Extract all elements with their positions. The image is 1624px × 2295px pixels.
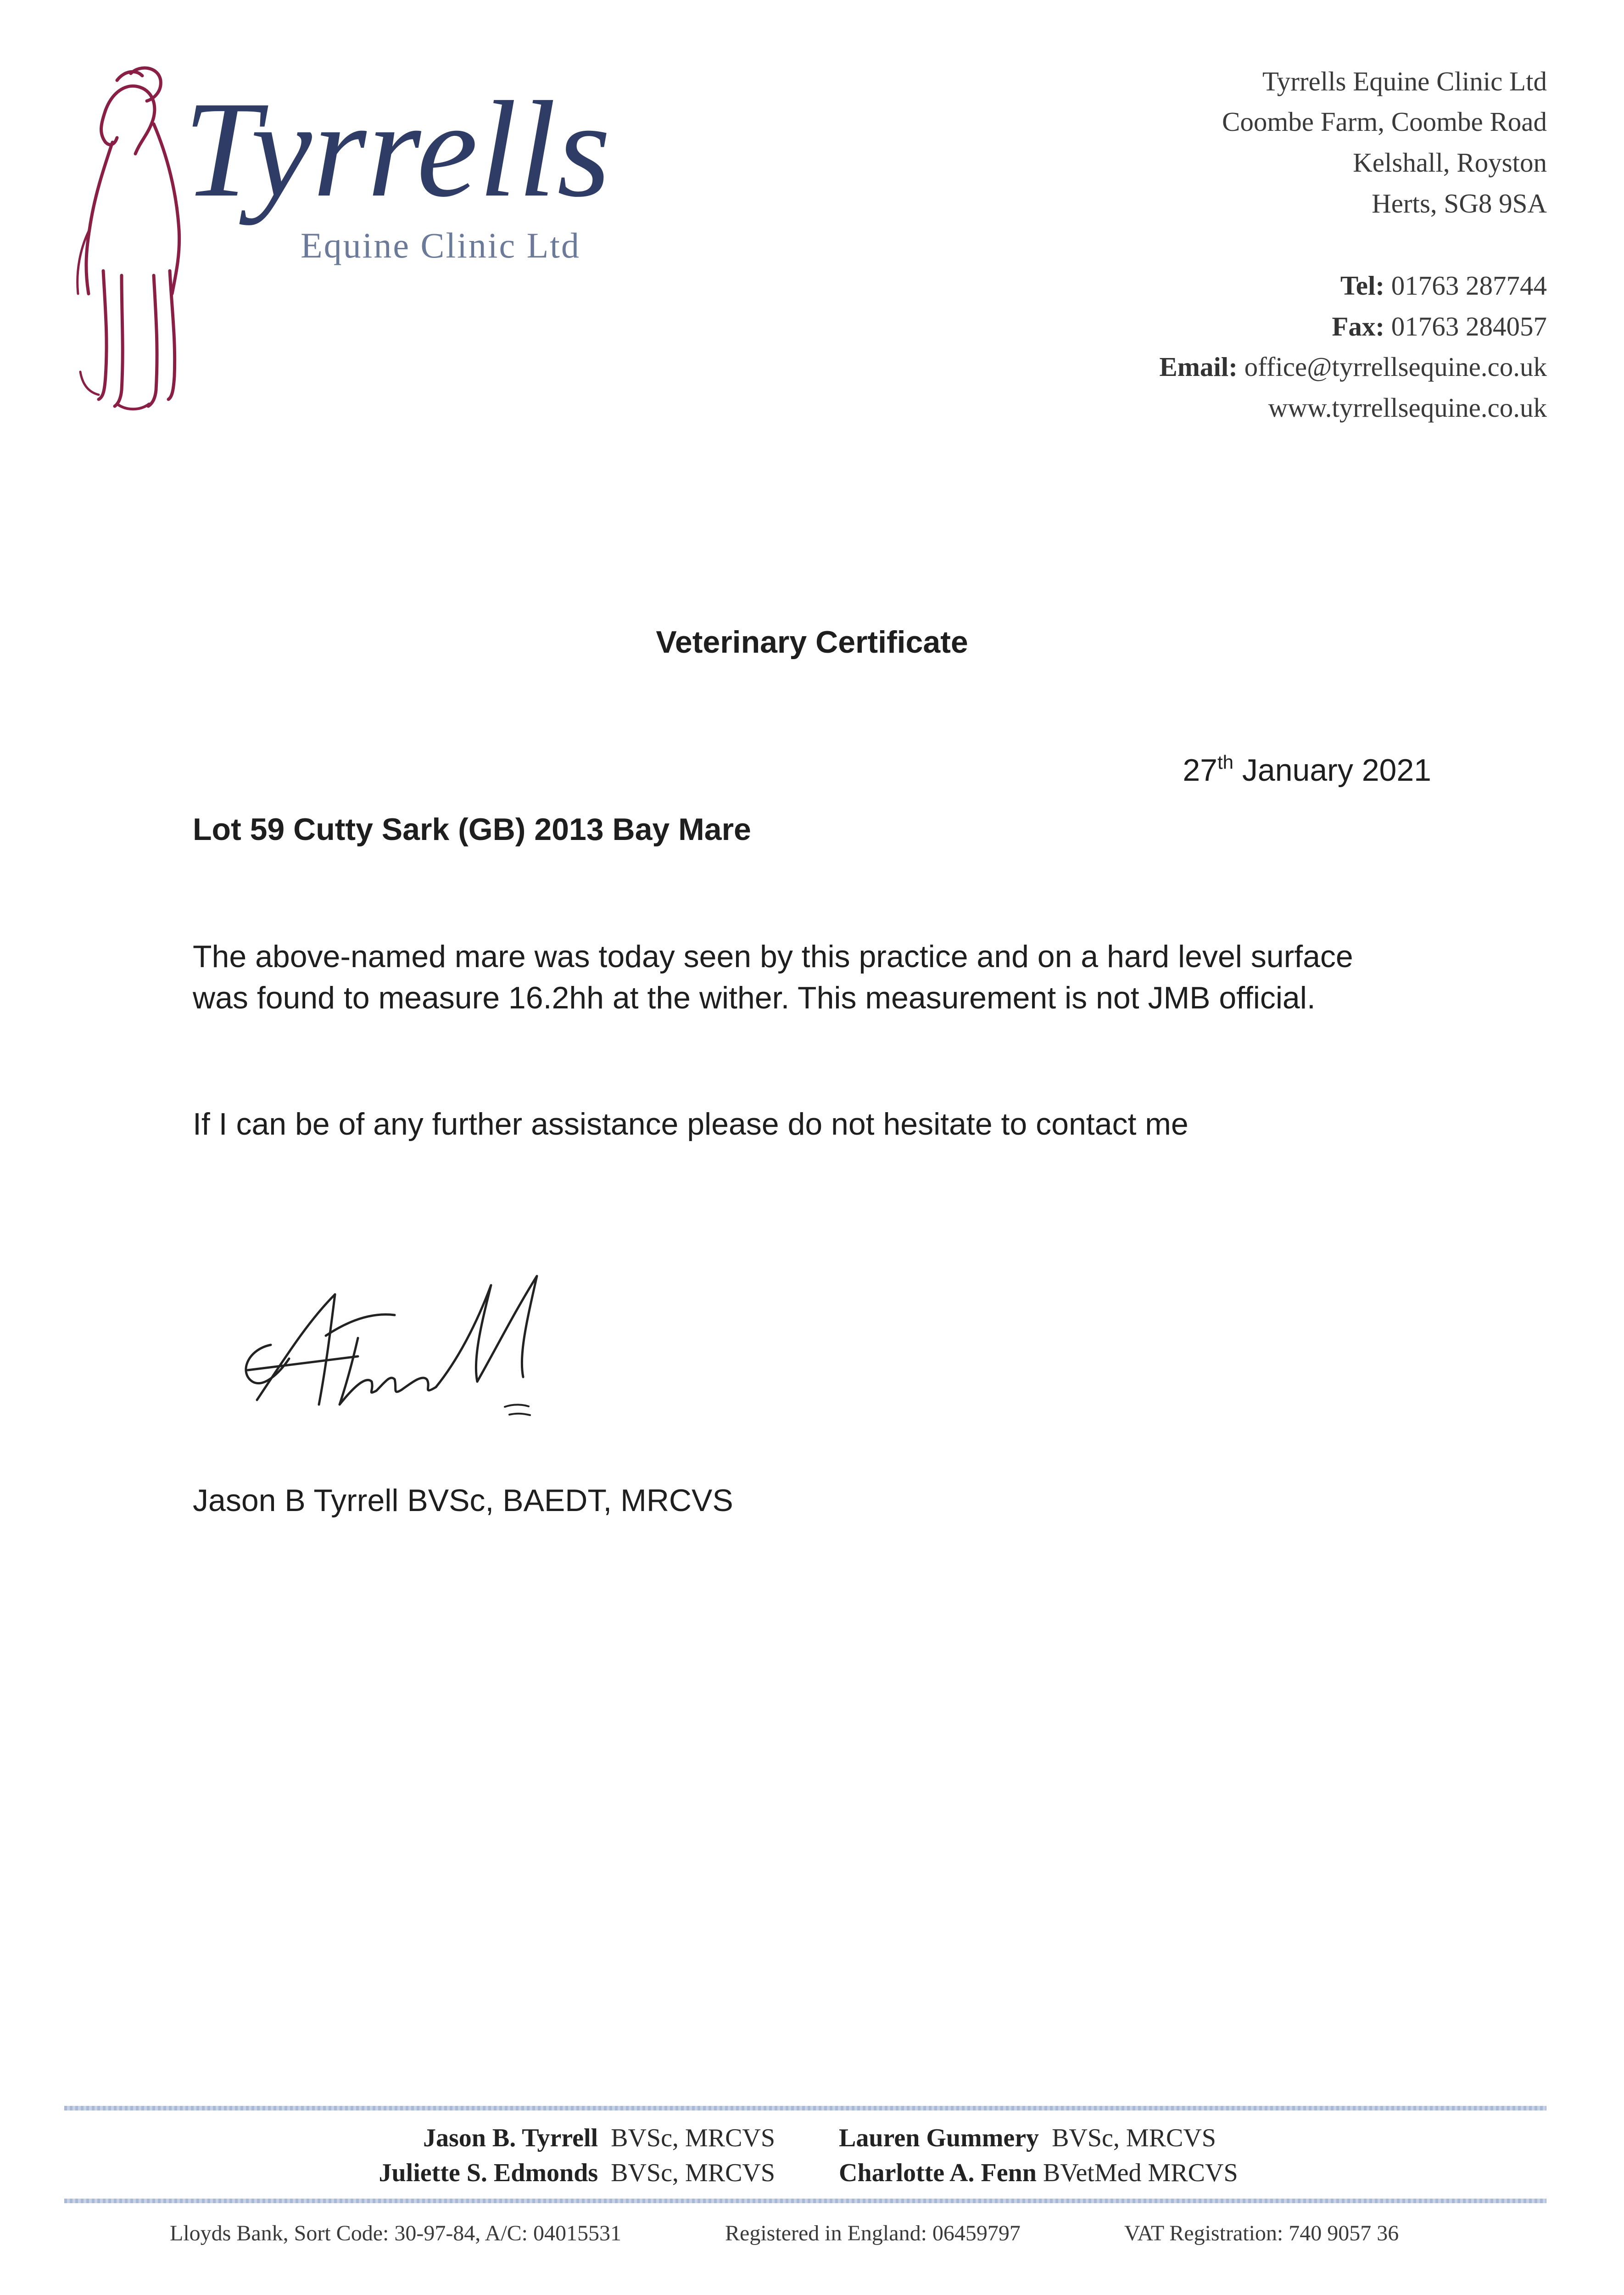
tel-value: 01763 287744 [1391,270,1547,301]
partner-quals: BVetMed MRCVS [1043,2159,1238,2187]
fax-label: Fax: [1332,311,1384,341]
contact-tel [1340,272,1547,299]
company-registration: Registered in England: 06459797 [725,2221,1021,2245]
partner-quals: BVSc, MRCVS [611,2159,775,2187]
address-line-3: Herts, SG8 9SA [1372,188,1547,218]
tel-label: Tel: [1340,270,1384,301]
address-company: Tyrrells Equine Clinic Ltd [1262,66,1547,96]
letter-date [1183,753,1431,786]
partner-4 [839,2160,1238,2186]
partner-2 [379,2160,775,2186]
logo-wordmark: Tyrrells [184,73,612,225]
date-month-year: January 2021 [1233,753,1431,788]
date-suffix: th [1217,751,1234,773]
partner-quals: BVSc, MRCVS [611,2124,775,2152]
vat-registration: VAT Registration: 740 9057 36 [1124,2221,1399,2245]
bank-details: Lloyds Bank, Sort Code: 30-97-84, A/C: 04015531 [170,2221,621,2245]
handwritten-signature [220,1267,597,1432]
paragraph-1-line-1: The above-named mare was today seen by this practice and on a hard level surface [193,939,1353,974]
contact-fax [1332,313,1547,340]
partner-name: Lauren Gummery [839,2124,1039,2152]
partner-name: Jason B. Tyrrell [423,2124,598,2152]
footer-divider-top [64,2106,1546,2110]
footer-divider-bottom [64,2199,1546,2203]
partner-3 [839,2125,1216,2151]
contact-website: www.tyrrellsequine.co.uk [1268,392,1547,423]
contact-email [1159,353,1547,381]
signatory-name: Jason B Tyrrell BVSc, BAEDT, MRCVS [193,1483,733,1518]
email-label: Email: [1159,352,1238,382]
lot-heading: Lot 59 Cutty Sark (GB) 2013 Bay Mare [193,812,751,847]
fax-value: 01763 284057 [1391,311,1547,341]
certificate-title: Veterinary Certificate [656,625,968,660]
paragraph-2: If I can be of any further assistance please do not hesitate to contact me [193,1107,1189,1142]
address-line-2: Kelshall, Royston [1353,147,1547,178]
date-day: 27 [1183,753,1217,788]
paragraph-1-line-2: was found to measure 16.2hh at the wither. This measurement is not JMB official. [193,980,1316,1015]
partner-1 [423,2125,775,2151]
address-line-1: Coombe Farm, Coombe Road [1222,106,1547,137]
logo-subtitle: Equine Clinic Ltd [301,225,580,265]
email-value: office@tyrrellsequine.co.uk [1244,352,1547,382]
logo-horse-icon [62,55,200,418]
partner-name: Juliette S. Edmonds [379,2159,598,2187]
partner-quals: BVSc, MRCVS [1052,2124,1216,2152]
partner-name: Charlotte A. Fenn [839,2159,1037,2187]
